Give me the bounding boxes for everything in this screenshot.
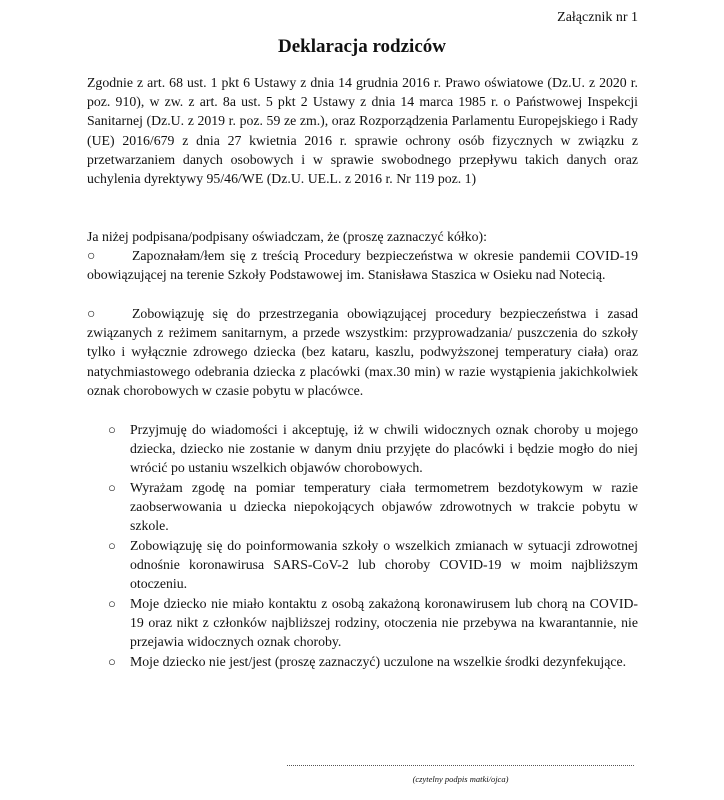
sub-item-text: Zobowiązuję się do poinformowania szkoły o wszelkich zmianach w sytuacji zdrowotnej odnośnie koronawirusa SARS-CoV-2 lub choroby COVID-19 w moim najbliższym otoczeniu. <box>130 538 638 592</box>
signature-caption: (czytelny podpis matki/ojca) <box>412 774 509 784</box>
sub-item-text: Moje dziecko nie miało kontaktu z osobą zakażoną koronawirusem lub chorą na COVID-19 oraz nikt z członków najbliższej rodziny, otoczenia nie przebywa na kwarantannie, nie przejawia widocznych oznak choroby. <box>130 596 638 650</box>
sub-item-inform <box>108 536 638 594</box>
sub-item-text: Przyjmuję do wiadomości i akceptuję, iż w chwili widocznych oznak choroby u mojego dziecka, dziecko nie zostanie w danym dniu przyjęte do placówki i będzie mogło do niej wrócić po ustaniu wszelkich objawów chorobowych. <box>130 422 638 476</box>
sub-item-no-contact <box>108 594 638 652</box>
signature-line <box>287 765 634 767</box>
circle-mark: ○ <box>87 306 96 321</box>
document-title: Deklaracja rodziców <box>278 36 446 57</box>
legal-basis-paragraph: Zgodnie z art. 68 ust. 1 pkt 6 Ustawy z dnia 14 grudnia 2016 r. Prawo oświatowe (Dz.U. z 2020 r. poz. 910), w zw. z art. 8a ust. 5 pkt 2 Ustawy z dnia 14 marca 1985 r. o Państwowej Inspekcji Sanitarnej (Dz.U. z 2019 r. poz. 59 ze zm.), oraz Rozporządzenia Parlamentu Europejskiego i Rady (UE) 2016/679 z dnia 27 kwietnia 2016 r. sprawie ochrony osób fizycznych w związku z przetwarzaniem danych osobowych i w sprawie swobodnego przepływu takich danych oraz uchylenia dyrektywy 95/46/WE (Dz.U. UE.L. z 2016 r. Nr 119 poz. 1) <box>87 75 638 187</box>
sub-item-acceptance <box>108 420 638 478</box>
circle-mark: ○ <box>108 480 116 495</box>
circle-mark: ○ <box>87 248 96 263</box>
attachment-label: Załącznik nr 1 <box>557 10 638 25</box>
circle-mark: ○ <box>108 422 116 437</box>
sub-item-allergy <box>108 652 638 671</box>
circle-mark: ○ <box>108 596 116 611</box>
declaration-item-text: Zobowiązuję się do przestrzegania obowiązującej procedury bezpieczeństwa i zasad związanych z reżimem sanitarnym, a przede wszystkim: przyprowadzania/ puszczenia do szkoły tylko i wyłącznie zdrowego dziecka (bez kataru, kaszlu, podwyższonej temperatury ciała) oraz natychmiastowego odebrania dziecka z placówki (max.30 min) w razie wystąpienia jakichkolwiek oznak chorobowych w czasie pobytu w placówce. <box>87 306 638 398</box>
circle-mark: ○ <box>108 654 116 669</box>
declaration-item-procedure <box>87 246 638 284</box>
circle-mark: ○ <box>108 538 116 553</box>
declaration-item-text: Zapoznałam/łem się z treścią Procedury bezpieczeństwa w okresie pandemii COVID-19 obowiązującej na terenie Szkoły Podstawowej im. Stanisława Staszica w Osieku nad Notecią. <box>87 248 638 283</box>
sub-item-text: Wyrażam zgodę na pomiar temperatury ciała termometrem bezdotykowym w razie zaobserwowania u dziecka niepokojących objawów zdrowotnych w trakcie pobytu w szkole. <box>130 480 638 534</box>
declaration-item-obligation <box>87 304 638 400</box>
sub-item-temperature <box>108 478 638 536</box>
sub-item-text: Moje dziecko nie jest/jest (proszę zaznaczyć) uczulone na wszelkie środki dezynfekujące. <box>130 654 627 669</box>
declaration-statement: Ja niżej podpisana/podpisany oświadczam, że (proszę zaznaczyć kółko): <box>87 229 487 244</box>
